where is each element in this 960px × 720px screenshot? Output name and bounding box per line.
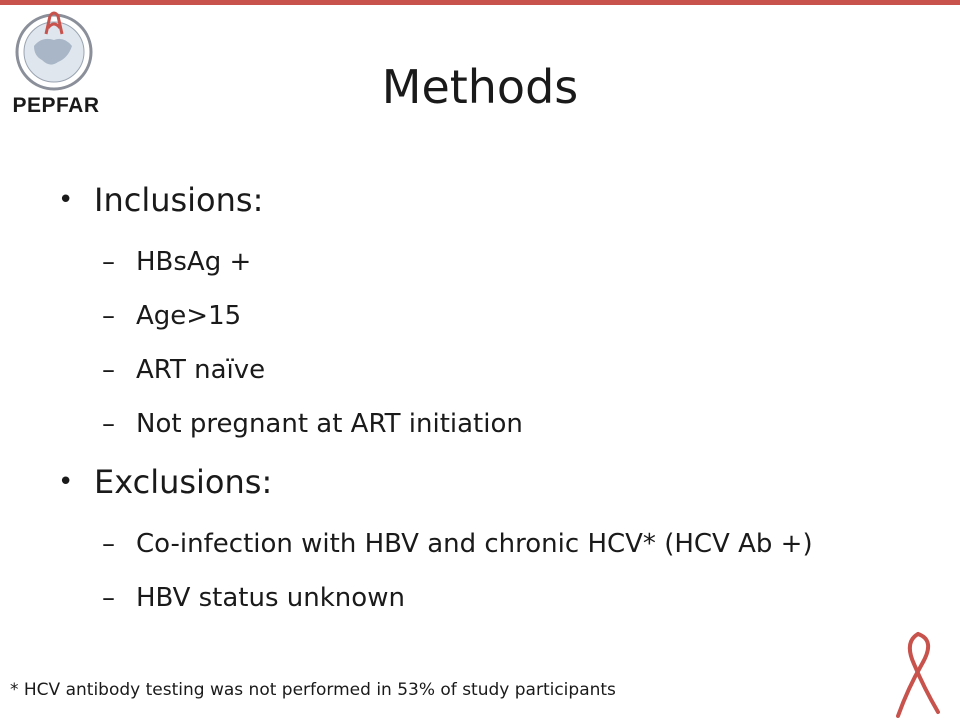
bullet-dot-icon: • — [58, 185, 74, 215]
subitem-text: HBsAg + — [136, 247, 252, 277]
logo-text: PEPFAR — [12, 94, 100, 117]
subitem-text: Age>15 — [136, 301, 242, 331]
subitem-text: Not pregnant at ART initiation — [136, 409, 523, 439]
subitem — [58, 406, 938, 442]
awareness-ribbon-icon — [878, 630, 948, 720]
subitem-text: HBV status unknown — [136, 583, 405, 613]
subitem — [58, 580, 938, 616]
dash-icon: – — [102, 301, 115, 331]
dash-icon: – — [102, 529, 115, 559]
subitem — [58, 352, 938, 388]
bullet-exclusions — [58, 460, 938, 504]
bullet-list — [58, 178, 938, 616]
dash-icon: – — [102, 409, 115, 439]
subitem-text: ART naïve — [136, 355, 266, 385]
dash-icon: – — [102, 247, 115, 277]
bullet-inclusions — [58, 178, 938, 222]
subitem — [58, 244, 938, 280]
bullet-label: Exclusions: — [94, 463, 273, 501]
footnote: * HCV antibody testing was not performed in 53% of study participants — [10, 680, 616, 700]
bullet-dot-icon: • — [58, 467, 74, 497]
top-accent-bar — [0, 0, 960, 5]
bullet-label: Inclusions: — [94, 181, 264, 219]
subitem-text: Co-infection with HBV and chronic HCV* (HCV Ab +) — [136, 529, 813, 559]
dash-icon: – — [102, 355, 115, 385]
subitem — [58, 526, 938, 562]
slide-title: Methods — [381, 60, 579, 114]
dash-icon: – — [102, 583, 115, 613]
subitem — [58, 298, 938, 334]
